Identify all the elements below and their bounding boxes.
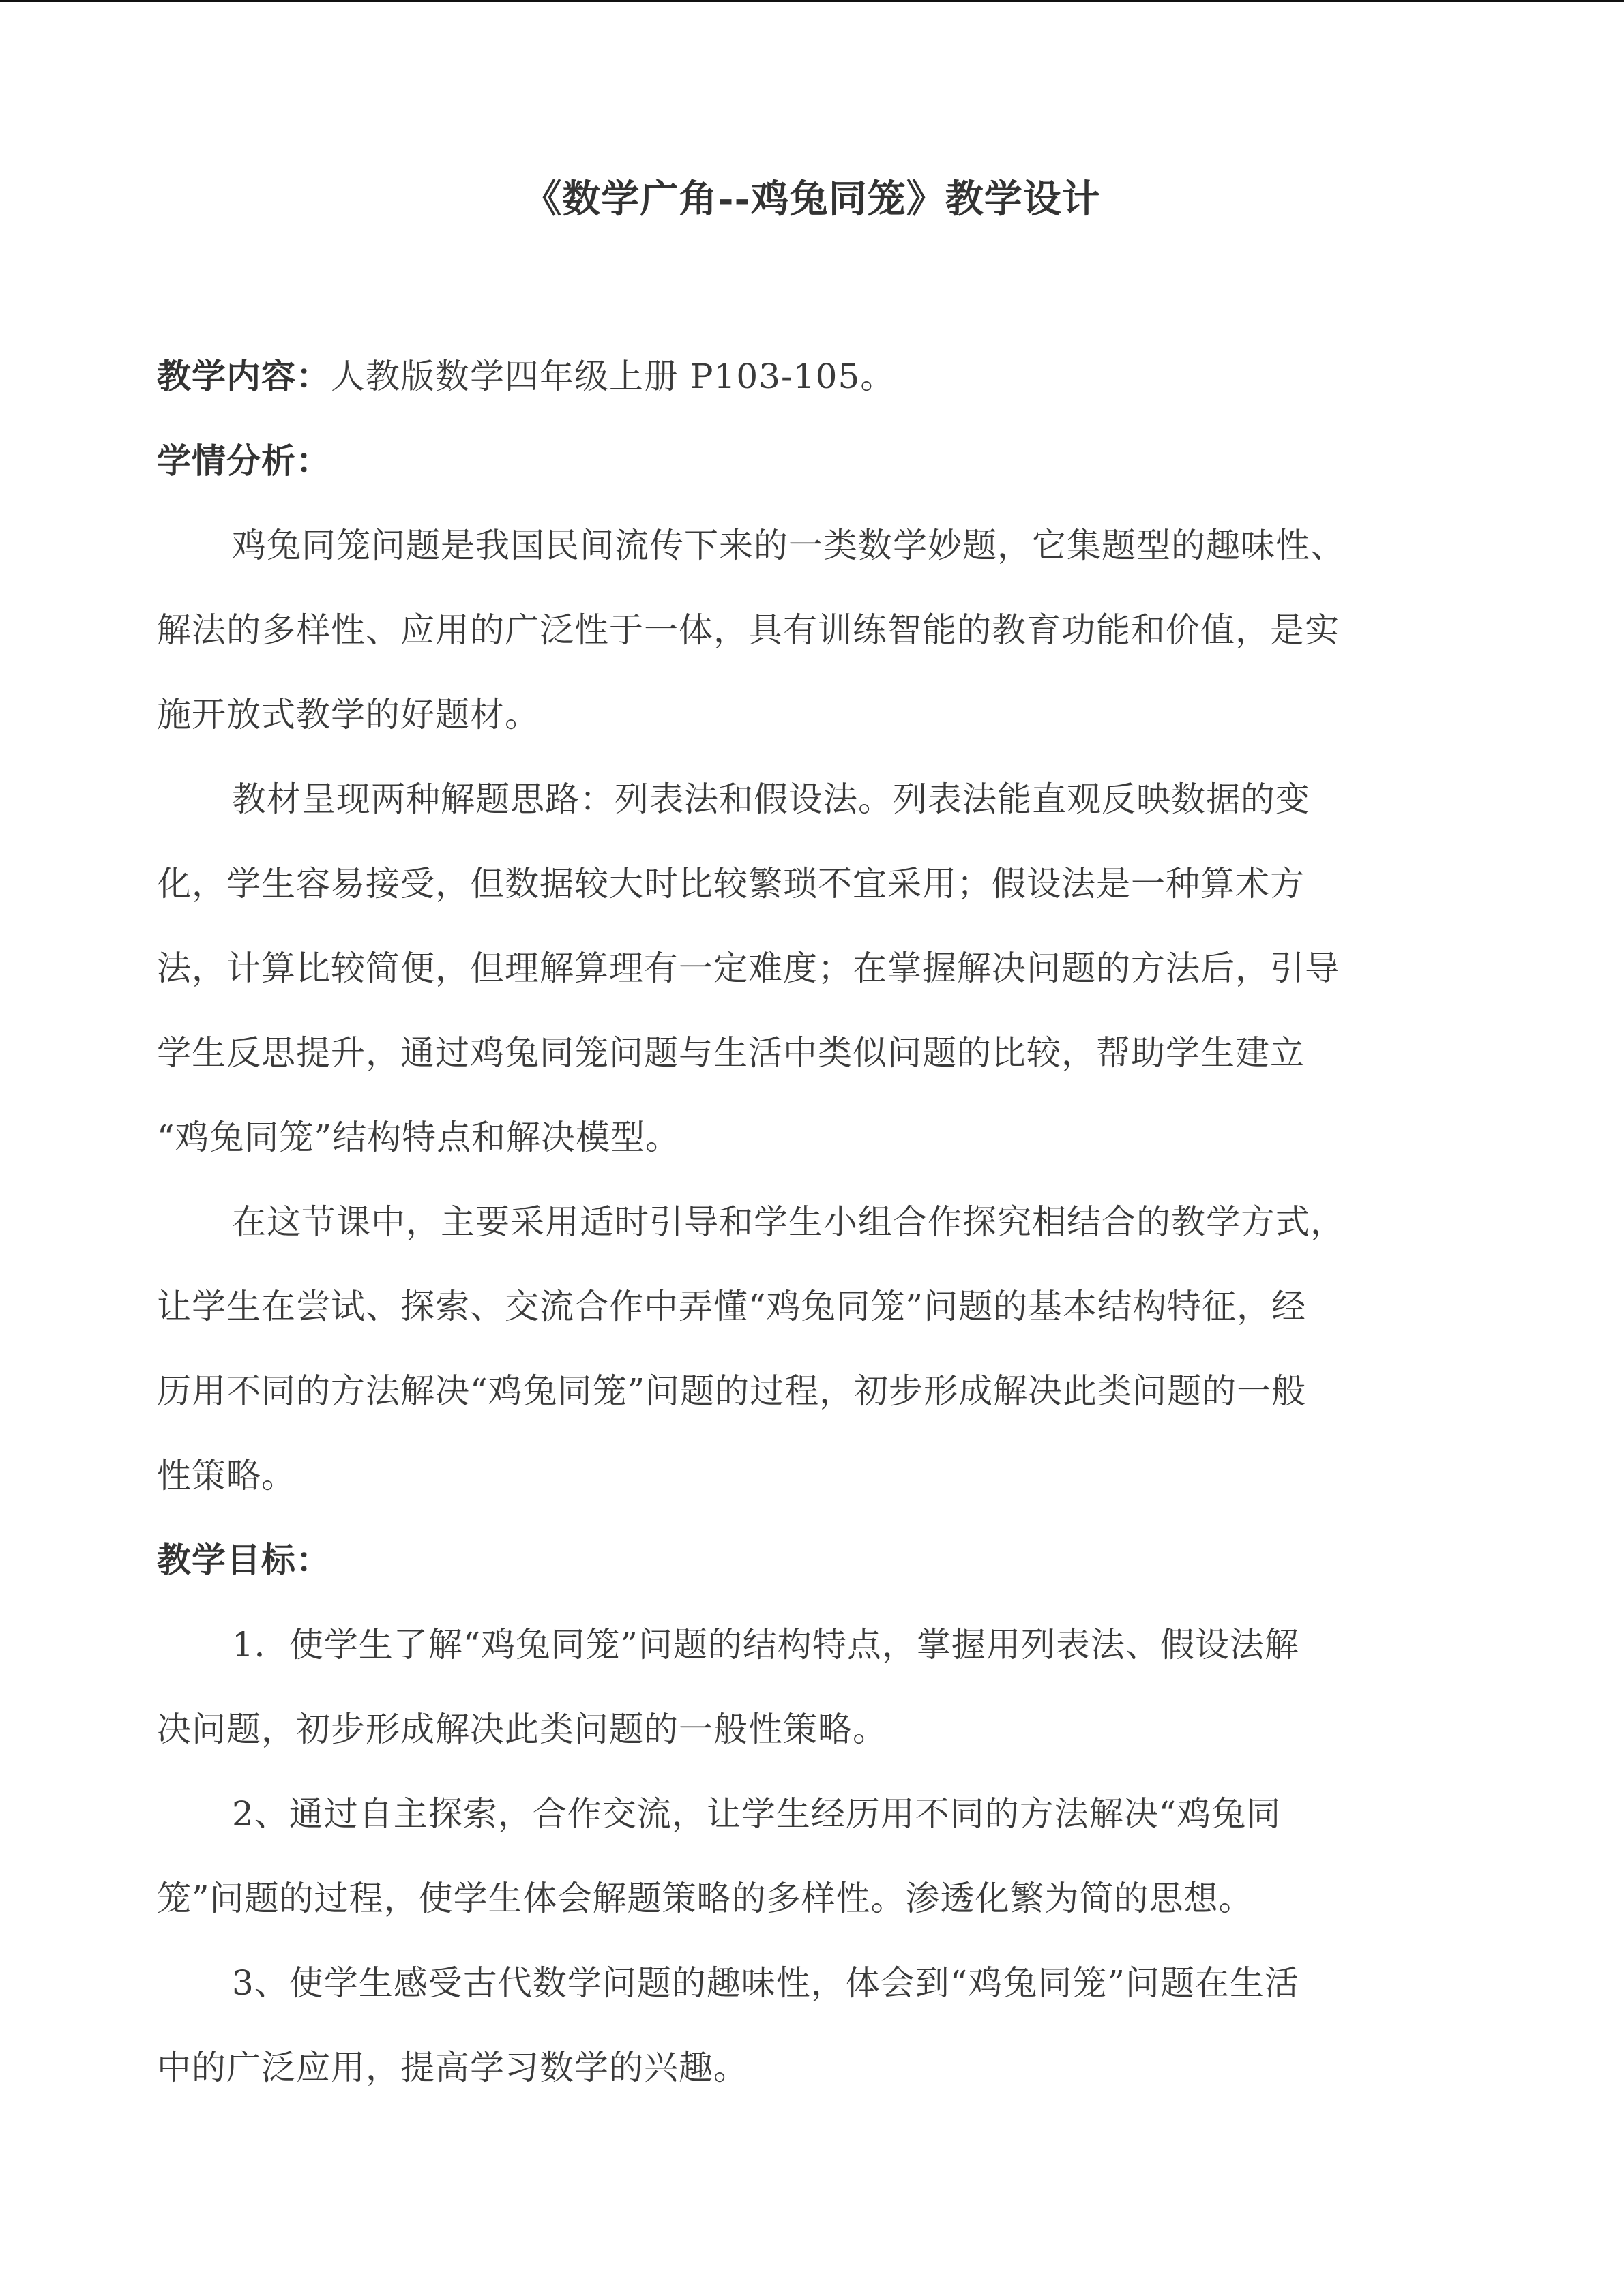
top-border bbox=[0, 0, 1624, 2]
paragraph-line: “鸡兔同笼”结构特点和解决模型。 bbox=[157, 1118, 681, 1157]
paragraph-line: 性策略。 bbox=[157, 1456, 296, 1495]
goal-line: 1．使学生了解“鸡兔同笼”问题的结构特点，掌握用列表法、假设法解 bbox=[232, 1625, 1299, 1665]
paragraph-line: 化，学生容易接受，但数据较大时比较繁琐不宜采用；假设法是一种算术方 bbox=[157, 864, 1305, 904]
teaching-content-line bbox=[157, 334, 1460, 419]
paragraph-line: 施开放式教学的好题材。 bbox=[157, 695, 540, 734]
paragraph-line: 教材呈现两种解题思路：列表法和假设法。列表法能直观反映数据的变 bbox=[232, 779, 1310, 819]
paragraph-line: 学生反思提升，通过鸡兔同笼问题与生活中类似问题的比较，帮助学生建立 bbox=[157, 1033, 1305, 1073]
goal-line: 3、使学生感受古代数学问题的趣味性，体会到“鸡兔同笼”问题在生活 bbox=[232, 1963, 1299, 2003]
paragraph-line: 在这节课中，主要采用适时引导和学生小组合作探究相结合的教学方式， bbox=[232, 1202, 1345, 1242]
paragraph-line: 解法的多样性、应用的广泛性于一体，具有训练智能的教育功能和价值，是实 bbox=[157, 610, 1340, 650]
paragraph-line: 历用不同的方法解决“鸡兔同笼”问题的过程，初步形成解决此类问题的一般 bbox=[157, 1371, 1307, 1411]
paragraph-line: 鸡兔同笼问题是我国民间流传下来的一类数学妙题，它集题型的趣味性、 bbox=[232, 526, 1345, 565]
document-body bbox=[157, 334, 1460, 2110]
analysis-heading: 学情分析： bbox=[157, 441, 331, 481]
document-title: 《数学广角--鸡兔同笼》教学设计 bbox=[523, 177, 1101, 222]
teaching-content-value: 人教版数学四年级上册 P103-105。 bbox=[331, 357, 896, 396]
teaching-content-label: 教学内容： bbox=[157, 356, 331, 396]
goal-line: 2、通过自主探索，合作交流，让学生经历用不同的方法解决“鸡兔同 bbox=[232, 1794, 1282, 1834]
paragraph-line: 法，计算比较简便，但理解算理有一定难度；在掌握解决问题的方法后，引导 bbox=[157, 949, 1340, 988]
goal-line: 笼”问题的过程，使学生体会解题策略的多样性。渗透化繁为简的思想。 bbox=[157, 1879, 1254, 1918]
goals-heading: 教学目标： bbox=[157, 1540, 331, 1580]
goal-line: 决问题，初步形成解决此类问题的一般性策略。 bbox=[157, 1710, 887, 1749]
goal-line: 中的广泛应用，提高学习数学的兴趣。 bbox=[157, 2048, 748, 2087]
paragraph-line: 让学生在尝试、探索、交流合作中弄懂“鸡兔同笼”问题的基本结构特征，经 bbox=[157, 1287, 1307, 1326]
